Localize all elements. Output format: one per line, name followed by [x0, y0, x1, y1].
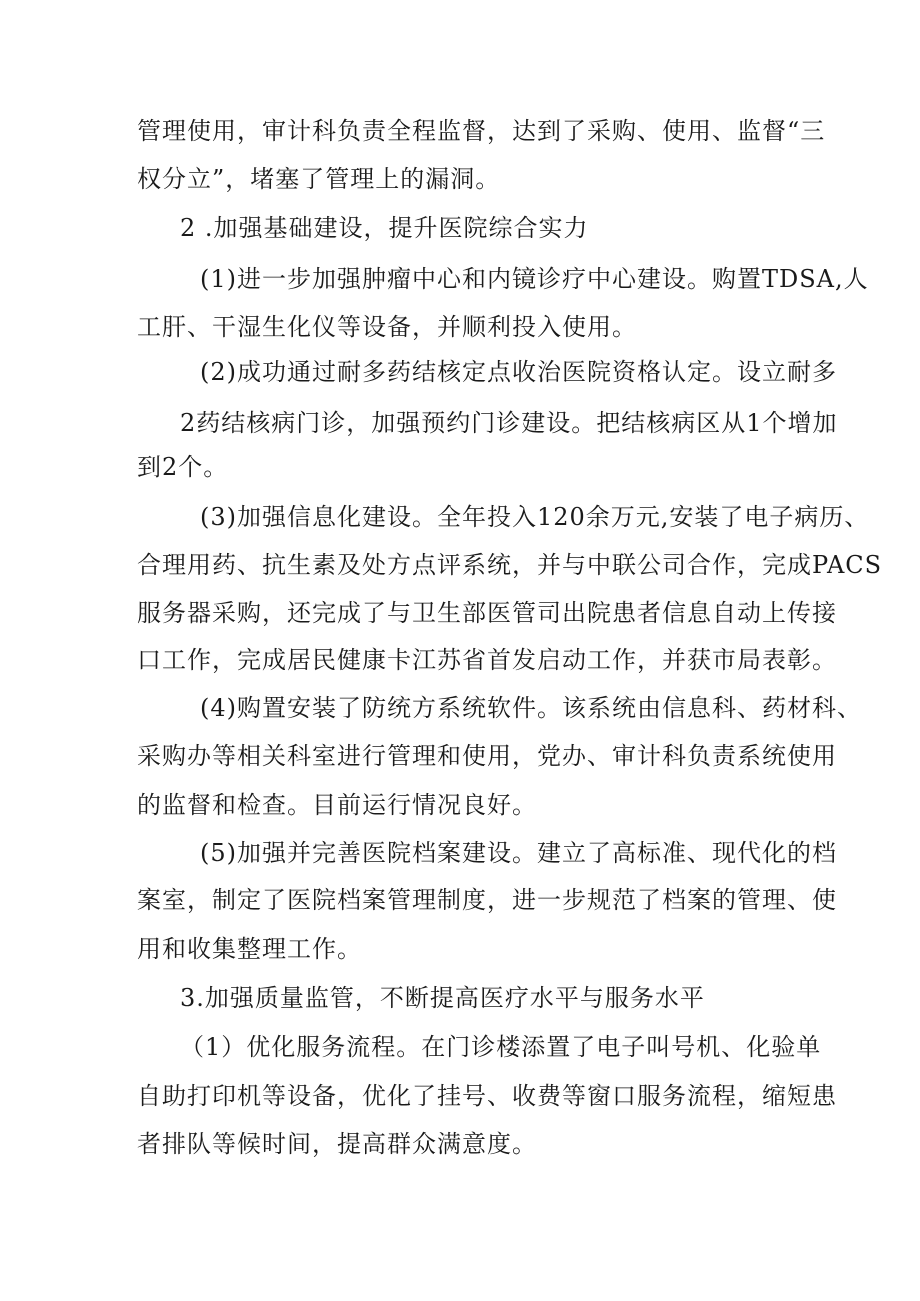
body-line: (4)购置安装了防统方系统软件。该系统由信息科、药材科、	[200, 694, 862, 722]
body-line: （1）优化服务流程。在门诊楼添置了电子叫号机、化验单	[180, 1033, 822, 1061]
body-line: 服务器采购，还完成了与卫生部医管司出院患者信息自动上传接	[137, 599, 837, 627]
body-line: (3)加强信息化建设。全年投入120余万元,安装了电子病历、	[200, 503, 870, 531]
body-line: (5)加强并完善医院档案建设。建立了高标准、现代化的档	[200, 839, 837, 867]
body-line: 案室，制定了医院档案管理制度，进一步规范了档案的管理、使	[137, 886, 837, 914]
section-heading: 3.加强质量监管，不断提高医疗水平与服务水平	[180, 984, 705, 1012]
body-line: 用和收集整理工作。	[137, 935, 362, 963]
body-line: 2药结核病门诊，加强预约门诊建设。把结核病区从1个增加	[180, 409, 838, 437]
body-line: 的监督和检查。目前运行情况良好。	[137, 791, 537, 819]
body-line: 合理用药、抗生素及处方点评系统，并与中联公司合作，完成PACS	[137, 551, 883, 579]
body-line: 管理使用，审计科负责全程监督，达到了采购、使用、监督“三	[137, 117, 826, 145]
body-line: (1)进一步加强肿瘤中心和内镜诊疗中心建设。购置TDSA,人	[200, 265, 869, 293]
section-heading: 2 .加强基础建设，提升医院综合实力	[180, 214, 589, 242]
body-line: 到2个。	[137, 453, 229, 481]
body-line: 者排队等候时间，提高群众满意度。	[137, 1130, 537, 1158]
body-line: 权分立”，堵塞了管理上的漏洞。	[137, 165, 501, 193]
body-line: 采购办等相关科室进行管理和使用，党办、审计科负责系统使用	[137, 742, 837, 770]
body-line: 自助打印机等设备，优化了挂号、收费等窗口服务流程，缩短患	[137, 1082, 837, 1110]
body-line: (2)成功通过耐多药结核定点收治医院资格认定。设立耐多	[200, 358, 837, 386]
body-line: 工肝、干湿生化仪等设备，并顺利投入使用。	[137, 313, 637, 341]
body-line: 口工作，完成居民健康卡江苏省首发启动工作，并获市局表彰。	[137, 646, 837, 674]
